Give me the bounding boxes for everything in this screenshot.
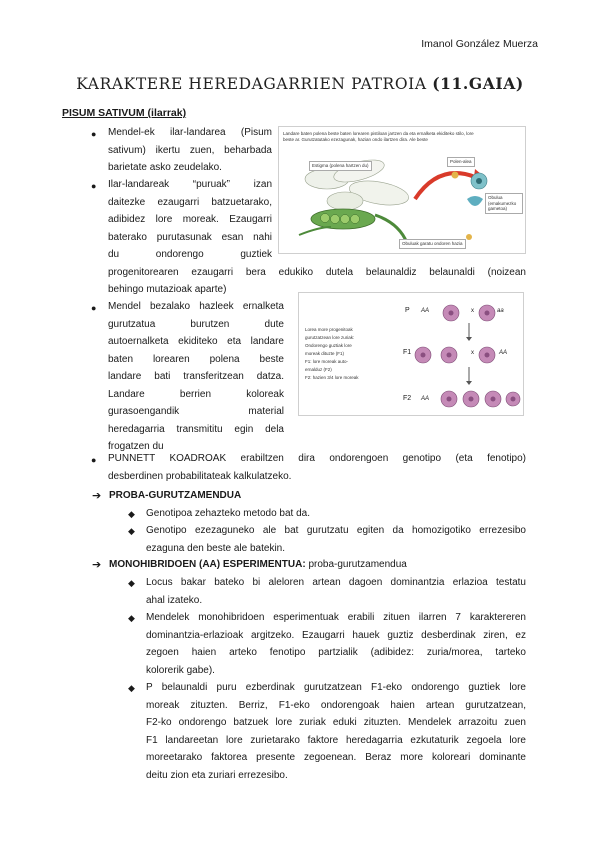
- arrow-bullet-icon: ➔: [92, 559, 102, 571]
- proba-d2-line-1: Genotipo ezezaguneko ale bat gurutzatu egiten da homozigotiko errezesibo: [146, 525, 526, 536]
- row-p-label: P: [405, 307, 410, 314]
- bullet-2-line-5: du ondorengo guztiek: [108, 249, 272, 260]
- bullet-2-line-1: Ilar-landareak “puruak” izan: [108, 179, 272, 190]
- flower-icon: [506, 392, 520, 406]
- bullet-3-line-2: gurutzatua burutzen dute: [108, 318, 284, 330]
- bullet-1-line-2: sativum) ikertu zuen, beharbada: [108, 144, 272, 156]
- flower-icon: [443, 305, 459, 321]
- flower-icon: [485, 391, 501, 407]
- bullet-4-line-1: PUNNETT KOADROAK erabiltzen dira ondorengoen genotipo (eta fenotipo): [108, 453, 526, 464]
- title-main: KARAKTERE HEREDAGARRIEN PATROIA: [76, 75, 427, 93]
- bullet-2-line-6: progenitorearen ezaugarri bera edukiko dutela belaunaldiz belaunaldi (noizean: [108, 266, 526, 278]
- row-f1-right-genotype: AA: [499, 350, 508, 356]
- diamond-bullet-icon: ◆: [128, 683, 135, 693]
- section-heading: PISUM SATIVUM (ilarrak): [62, 107, 187, 119]
- fig2-note: F2: hazien 3/4 lore moreak: [305, 375, 359, 380]
- fig2-note: ernalduz (F2): [305, 367, 332, 372]
- bullet-2-line-3: adibidez lore moreak. Ezaugarri: [108, 214, 272, 225]
- mono-d2-line-2: dominantzia-erlazioak argitzeko. Ezaugarri hauek guztiz desberdinak ziren, ez: [146, 629, 526, 641]
- flower-icon: [463, 391, 479, 407]
- diamond-bullet-icon: ◆: [128, 578, 135, 588]
- row-f1-label: F1: [403, 349, 412, 356]
- mono-heading: [109, 556, 407, 574]
- mono-d2-line-4: kolorerik gabe).: [146, 664, 215, 676]
- diamond-bullet-icon: ◆: [128, 613, 135, 623]
- mono-d3-line-3: F2-ko ondorengo batzuek lore zuriak eduki zituzten. Mendelek arrazoitu zuen: [146, 717, 526, 728]
- flower-icon: [441, 391, 457, 407]
- title-suffix: (11.GAIA): [432, 74, 524, 93]
- mono-d3-line-5: moreetarako faktorea presente zegoenean. Beraz more koloreari dominante: [146, 752, 526, 763]
- bullet-3-line-1: Mendel bezalako hazleek ernalketa: [108, 301, 284, 312]
- monohybrid-cross-figure: [298, 292, 524, 416]
- proba-heading: PROBA-GURUTZAMENDUA: [109, 490, 242, 501]
- bullet-3-line-6: Landare berrien koloreak: [108, 388, 284, 400]
- mono-d2-line-3: zegoen haien arteko fenotipo partzialik (adibidez: zuria/morea, tarteko: [146, 647, 526, 658]
- pollen-label: Polen-alea: [447, 157, 475, 167]
- bullet-2-line-7: behingo mutazioak aparte): [108, 284, 227, 295]
- fig2-note: F1: lore moreak auto-: [305, 359, 349, 364]
- mono-d3-line-4: F1 landareetan lore zurietarako faktore heredagarria ezkutaturik zegoela lore: [146, 734, 526, 746]
- pollination-figure: [278, 126, 526, 254]
- cross-symbol: x: [471, 308, 474, 314]
- bullet-dot: ●: [91, 181, 97, 191]
- stamen-label: Estigma (polena hartzen du): [309, 161, 372, 171]
- ovule-label: Obulua (emakumezko gametoa): [485, 193, 523, 214]
- mono-d1-line-2: ahal izateko.: [146, 594, 203, 606]
- mono-d3-line-2: moreak zituzten. Berriz, F1-eko ondorengoak haien artean gurutzatzean,: [146, 699, 526, 711]
- bullet-1-line-1: Mendel-ek ilar-landarea (Pisum: [108, 127, 272, 138]
- bullet-dot: ●: [91, 455, 97, 465]
- row-p-right-genotype: aa: [497, 308, 504, 314]
- proba-d1-line-1: Genotipoa zehazteko metodo bat da.: [146, 508, 311, 519]
- figure1-caption-line-1: Landare baten polena beste baten lorearen pistiloan jartzen da eta ernalketa ekiditeko stilo, lore: [283, 131, 474, 136]
- bullet-4-line-2: desberdinen probabilitateak kalkulatzeko.: [108, 470, 292, 482]
- cross-diagram: [299, 293, 524, 416]
- bullet-3-line-9: frogatzen du: [108, 441, 164, 452]
- mono-d3-line-1: P belaunaldi puru ezberdinak gurutzatzean F1-eko ondorengo guztiek lore: [146, 682, 526, 693]
- mono-d1-line-1: Locus bakar bateko bi aleloren artean dagoen dominantzia erlazioa testatu: [146, 577, 526, 588]
- fig2-note: Lorea more progenitoak: [305, 327, 353, 332]
- arrow-bullet-icon: ➔: [92, 490, 102, 502]
- figure1-caption-line-2: beste ar. Gurutzatutako ezezagunak, hazian ondo ilartzen dira. Ale beste: [283, 137, 428, 142]
- diamond-bullet-icon: ◆: [128, 509, 135, 519]
- flower-icon: [479, 305, 495, 321]
- author-name: Imanol González Muerza: [421, 38, 538, 50]
- flower-icon: [415, 347, 431, 363]
- flower-icon: [479, 347, 495, 363]
- bullet-3-line-3: autoernalketa ekiditeko eta landare: [108, 336, 284, 347]
- proba-d2-line-2: ezaguna den beste ale batekin.: [146, 542, 285, 554]
- cross-symbol: x: [471, 350, 474, 356]
- bullet-2-line-2: daitezke ezaugarri batzuetarako,: [108, 196, 272, 208]
- bullet-1-line-3: barietate asko zeudelako.: [108, 162, 222, 173]
- seed-label: Obuluak garatu ondoren hazia: [399, 239, 466, 249]
- bullet-dot: ●: [91, 129, 97, 139]
- fig2-note: moreak dituzte (F1): [305, 351, 345, 356]
- bullet-dot: ●: [91, 303, 97, 313]
- bullet-2-line-4: baterako purutasunak esan nahi: [108, 231, 272, 243]
- page-title: [0, 74, 600, 93]
- pollination-illustration: [279, 127, 526, 254]
- flower-icon: [441, 347, 457, 363]
- bullet-3-line-7: gurasoengandik material: [108, 406, 284, 417]
- diamond-bullet-icon: ◆: [128, 526, 135, 536]
- fig2-note: Ondorengo guztiak lore: [305, 343, 352, 348]
- mono-heading-bold: MONOHIBRIDOEN (AA) ESPERIMENTUA:: [109, 559, 306, 570]
- mono-heading-tail: proba-gurutzamendua: [305, 559, 407, 570]
- row-f2-left-genotype: AA: [421, 396, 430, 402]
- row-f2-label: F2: [403, 395, 412, 402]
- mono-d2-line-1: Mendelek monohibridoen esperimentuak erabili zituen ilarren 7 karaktereren: [146, 612, 526, 623]
- bullet-3-line-8: heredagarria transmititu egin dela: [108, 423, 284, 435]
- bullet-3-line-5: landare bati transferitzean datza.: [108, 371, 284, 382]
- bullet-3-line-4: baten lorearen polena beste: [108, 353, 284, 365]
- row-p-left-genotype: AA: [421, 308, 430, 314]
- fig2-note: gurutzatzean lore zuriak:: [305, 335, 355, 340]
- mono-d3-line-6: deitu zion eta zuriari errezesibo.: [146, 769, 288, 781]
